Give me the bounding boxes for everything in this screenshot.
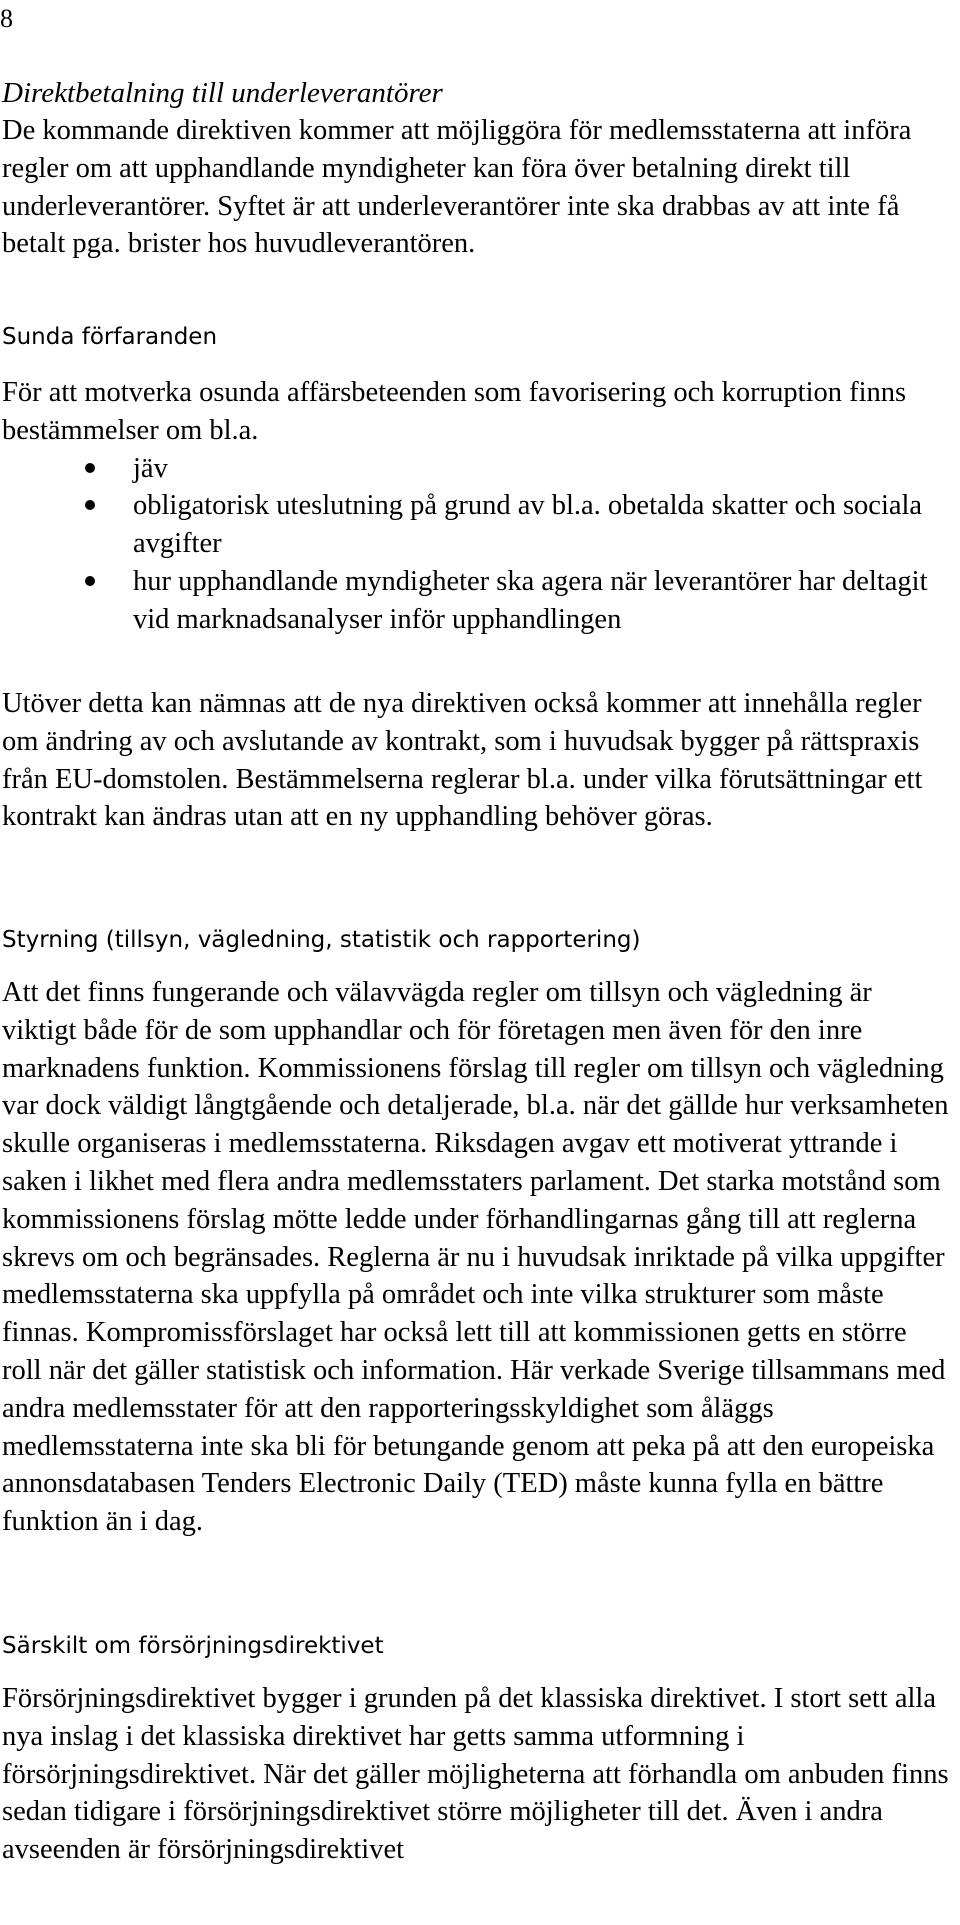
sound-procedures-followup [2, 685, 952, 836]
bullet-icon [85, 576, 95, 586]
section-paragraph: De kommande direktiven kommer att möjliggöra för medlemsstaterna att införa regler om att upphandlande myndigheter kan föra över betalning direkt till underleverantörer. Syftet är att underleverantörer inte ska drabbas av att inte få betalt pga. brister hos huvudleverantören. [2, 115, 912, 260]
section-paragraph: För att motverka osunda affärsbeteenden som favorisering och korruption finns bestämmelser om bl.a. [2, 377, 907, 446]
section-paragraph: Försörjningsdirektivet bygger i grunden på det klassiska direktivet. I stort sett alla nya inslag i det klassiska direktivet har getts samma utformning i försörjningsdirektivet. När det gäller möjligheterna att förhandla om anbuden finns sedan tidigare i försörjningsdirektivet större möjligheter till det. Även i andra avseenden är försörjningsdirektivet [2, 1683, 949, 1866]
section-paragraph: Att det finns fungerande och välavvägda regler om tillsyn och vägledning är viktigt både för de som upphandlar och för företagen men även för den inre marknadens funktion. Kommissionens förslag till regler om tillsyn och vägledning var dock väldigt långtgående och detaljerade, bl.a. när det gällde hur verksamheten skulle organiseras i medlemsstaterna. Riksdagen avgav ett motiverat yttrande i saken i likhet med flera andra medlemsstaters parlament. Det starka motstånd som kommissionens förslag mötte ledde under förhandlingarnas gång till att reglerna skrevs om och begränsades. Reglerna är nu i huvudsak inriktade på vilka uppgifter medlemsstaterna ska uppfylla på området och inte vilka strukturer som måste finnas. Kompromissförslaget har också lett till att kommissionen getts en större roll när det gäller statistisk och information. Här verkade Sverige tillsammans med andra medlemsstater för att den rapporteringsskyldighet som åläggs medlemsstaterna inte ska bli för betungande genom att peka på att den europeiska annonsdatabasen Tenders Electronic Daily (TED) måste kunna fylla en bättre funktion än i dag. [2, 977, 949, 1538]
section-direct-payment [2, 75, 952, 263]
list-item-text: hur upphandlande myndigheter ska agera när leverantörer har deltagit vid marknadsanalyser inför upphandlingen [133, 565, 928, 635]
bullet-list [2, 450, 952, 639]
sound-procedures-body [2, 374, 952, 639]
bullet-icon [85, 463, 95, 473]
list-item-text: obligatorisk uteslutning på grund av bl.a. obetalda skatter och sociala avgifter [133, 490, 923, 560]
list-item-text: jäv [133, 452, 168, 484]
section-heading: Styrning (tillsyn, vägledning, statistik och rapportering) [2, 927, 641, 953]
list-item [2, 563, 952, 639]
section-title: Direktbetalning till underleverantörer [2, 77, 443, 109]
section-utilities [2, 1631, 952, 1661]
bullet-icon [85, 500, 95, 510]
utilities-body [2, 1680, 952, 1869]
governance-body [2, 974, 952, 1541]
section-heading: Särskilt om försörjningsdirektivet [2, 1633, 384, 1659]
section-sound-procedures [2, 322, 952, 352]
list-item [2, 450, 952, 488]
page-number: 8 [0, 4, 13, 33]
section-heading: Sunda förfaranden [2, 324, 218, 350]
section-paragraph: Utöver detta kan nämnas att de nya direktiven också kommer att innehålla regler om ändring av och avslutande av kontrakt, som i huvudsak bygger på rättspraxis från EU-domstolen. Bestämmelserna reglerar bl.a. under vilka förutsättningar ett kontrakt kan ändras utan att en ny upphandling behöver göras. [2, 688, 923, 833]
section-governance [2, 925, 952, 955]
list-item [2, 487, 952, 563]
